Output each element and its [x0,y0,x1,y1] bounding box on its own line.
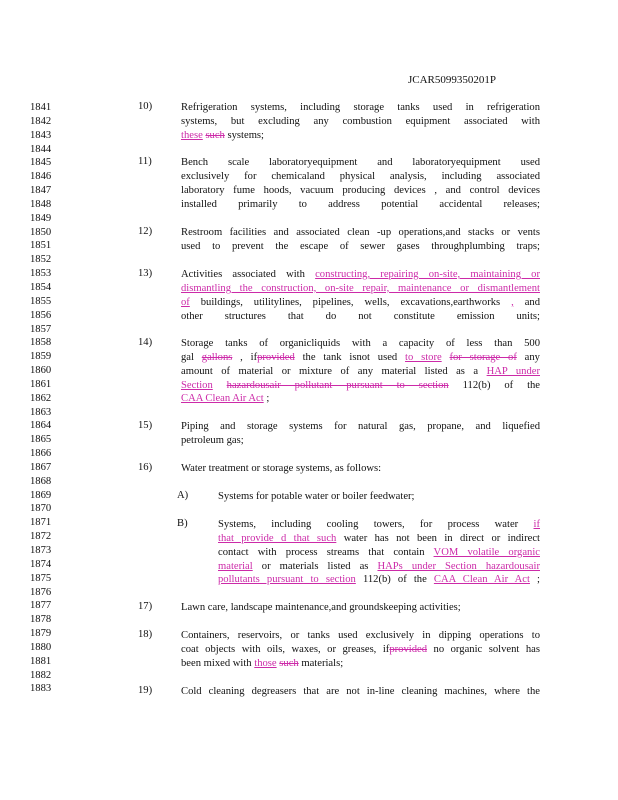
item-number: 11) [138,156,152,167]
item-14-text: Storage tanks of organicliquids with a capacity of less than 500 gal gallons , ifprovided the tank isnot used to store for storage of any amount of material or mixture of any material listed as a HAP under Section hazardousair pollutant pursuant to section 112(b) of the CAA Clean Air Act ; [181,338,541,405]
line-number: 1859 [30,351,52,363]
line-number: 1841 [30,102,52,113]
line-number: 1882 [30,669,52,681]
line-number: 1862 [30,392,52,404]
line-number: 1845 [30,157,52,169]
item-19-text: Cold cleaning degreasers that are not in-line cleaning machines, where the [181,686,540,697]
line-number: 1879 [30,628,52,640]
item-number: 15) [138,420,153,431]
item-10-text: Refrigeration systems, including storage tanks used in refrigeration systems, but excluding any combustion equipment associated with these such systems; [181,102,540,141]
line-number: 1853 [30,268,52,280]
line-number: 1860 [30,365,52,377]
line-number: 1846 [30,171,52,183]
line-number: 1844 [30,143,52,155]
line-number: 1867 [30,461,52,473]
line-number: 1842 [30,115,52,127]
line-number: 1873 [30,545,52,556]
document-id: JCAR5099350201P [408,74,497,86]
line-number: 1883 [30,683,52,695]
line-number: 1874 [30,558,52,570]
item-11-text: Bench scale laboratoryequipment and laboratoryequipment used exclusively for chemicaland physical analysis, including associated laboratory fume hoods, vacuum producing devices , and control devices installed primarily to address potential accidental releases; [181,157,540,210]
item-number: 17) [138,601,153,612]
line-number: 1858 [30,337,52,349]
item-16-b-text: Systems, including cooling towers, for process water if that provide d that such water has not been in direct or indirect contact with process streams that contain VOM volatile organic material or materials listed as HAPs under Section hazardousair pollutants pursuant to section 112(b) of the CAA Clean Air Act ; [218,519,541,586]
item-number: 19) [138,685,153,696]
line-number: 1855 [30,295,52,307]
line-number: 1849 [30,212,52,224]
line-number: 1877 [30,600,52,612]
line-number: 1876 [30,586,52,598]
line-number: 1869 [30,489,52,501]
line-number: 1863 [30,406,52,418]
line-number: 1868 [30,475,52,487]
item-number: 10) [138,101,153,112]
line-number: 1881 [30,655,52,667]
line-number: 1852 [30,254,52,266]
line-number: 1857 [30,323,52,335]
item-number: 16) [138,462,153,473]
line-number: 1865 [30,434,52,446]
line-number: 1850 [30,226,52,238]
item-18-text: Containers, reservoirs, or tanks used exclusively in dipping operations to coat objects with oils, waxes, or greases, ifprovided no organic solvent has been mixed with those such materials; [181,630,540,669]
item-12-text: Restroom facilities and associated clean -up operations,and stacks or vents used to prevent the escape of sewer gases throughplumbing traps; [181,227,540,252]
item-17-text: Lawn care, landscape maintenance,and groundskeeping activities; [181,602,461,613]
line-number: 1856 [30,309,52,321]
line-number: 1843 [30,129,52,141]
item-number: 18) [138,629,153,640]
line-number: 1847 [30,185,52,197]
item-number: 14) [138,337,153,348]
line-number: 1854 [30,281,52,293]
line-number: 1870 [30,503,52,515]
item-number: 13) [138,268,153,279]
line-number: 1848 [30,198,52,210]
line-number: 1864 [30,420,52,432]
line-number: 1871 [30,517,52,529]
sub-item-label: B) [177,518,188,529]
item-15-text: Piping and storage systems for natural gas, propane, and liquefied petroleum gas; [181,421,540,446]
item-number: 12) [138,226,153,237]
sub-item-label: A) [177,490,189,501]
line-number: 1866 [30,448,52,460]
line-number: 1880 [30,641,52,653]
line-number: 1851 [30,240,52,252]
line-number: 1872 [30,531,52,543]
line-number: 1861 [30,378,52,390]
line-number: 1878 [30,614,52,626]
line-number: 1875 [30,572,52,584]
line-numbers [30,101,70,696]
item-13-text: Activities associated with constructing, repairing on-site, maintaining or dismantling the construction, on-site repair, maintenance or dismantlement of buildings, utilitylines, pipelines, wells, excavations,earthworks , and other structures that do not constitute emission units; [181,269,540,322]
item-16-a-text: Systems for potable water or boiler feedwater; [218,491,415,502]
item-16-text: Water treatment or storage systems, as follows: [181,463,382,474]
